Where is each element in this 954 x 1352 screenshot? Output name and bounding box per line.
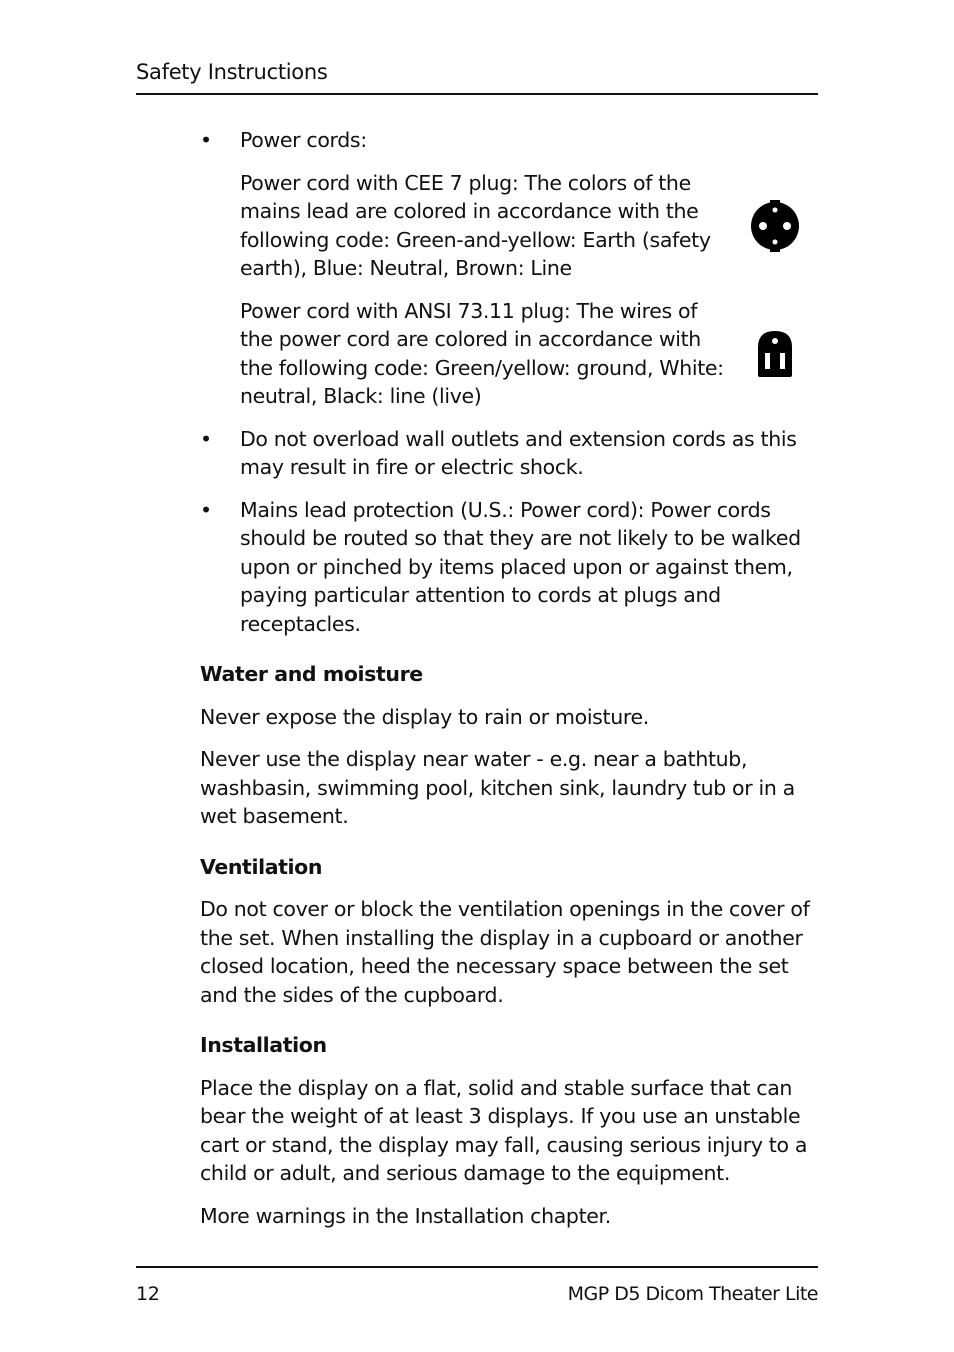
bullet-marker: • [200, 497, 212, 522]
heading-ventilation: Ventilation [200, 854, 323, 879]
footer-product-name: MGP D5 Dicom Theater Lite [567, 1283, 818, 1305]
cee7-plug-icon [732, 200, 818, 252]
footer-rule [136, 1266, 818, 1268]
bullet-marker: • [200, 128, 212, 152]
ansi-plug-icon [732, 329, 818, 379]
paragraph: Do not cover or block the ventilation openings in the cover of the set. When installing the display in a cupboard or another closed location, heed the necessary space between the set and the sides of the cupboard. [200, 897, 810, 1007]
paragraph: More warnings in the Installation chapter. [200, 1203, 611, 1228]
bullet-mains-protection [200, 496, 818, 639]
cee-plug-text: Power cord with CEE 7 plug: The colors of the mains lead are colored in accordance with the following code: Green-and-yellow: Earth (safety earth), Blue: Neutral, Brown: Line [240, 170, 711, 280]
bullet-overload [200, 425, 818, 482]
ansi-plug-text: Power cord with ANSI 73.11 plug: The wires of the power cord are colored in accordance with the following code: Green/yellow: ground, White: neutral, Black: line (live) [240, 298, 724, 408]
cee-plug-row [240, 169, 818, 283]
paragraph: Never use the display near water - e.g. near a bathtub, washbasin, swimming pool, kitchen sink, laundry tub or in a wet basement. [200, 747, 795, 828]
paragraph: Never expose the display to rain or moisture. [200, 704, 649, 729]
page-header-title: Safety Instructions [136, 60, 328, 84]
header-rule [136, 93, 818, 95]
bullet-text: Mains lead protection (U.S.: Power cord): Power cords should be routed so that they are not likely to be walked upon or pinched by items placed upon or against them, paying particular attention to cords at plugs and receptacles. [240, 497, 801, 636]
bullet-text: Do not overload wall outlets and extension cords as this may result in fire or electric shock. [240, 426, 797, 479]
bullet-power-cords [200, 126, 818, 411]
heading-water-moisture: Water and moisture [200, 662, 423, 686]
heading-installation: Installation [200, 1033, 327, 1057]
bullet-marker: • [200, 426, 212, 451]
ansi-plug-row [240, 297, 818, 411]
power-cords-label: Power cords: [240, 128, 367, 152]
paragraph: Place the display on a flat, solid and stable surface that can bear the weight of at least 3 displays. If you use an unstable cart or stand, the display may fall, causing serious injury to a child or adult, and serious damage to the equipment. [200, 1075, 808, 1185]
page-content [200, 126, 818, 1244]
footer-page-number: 12 [136, 1283, 160, 1305]
